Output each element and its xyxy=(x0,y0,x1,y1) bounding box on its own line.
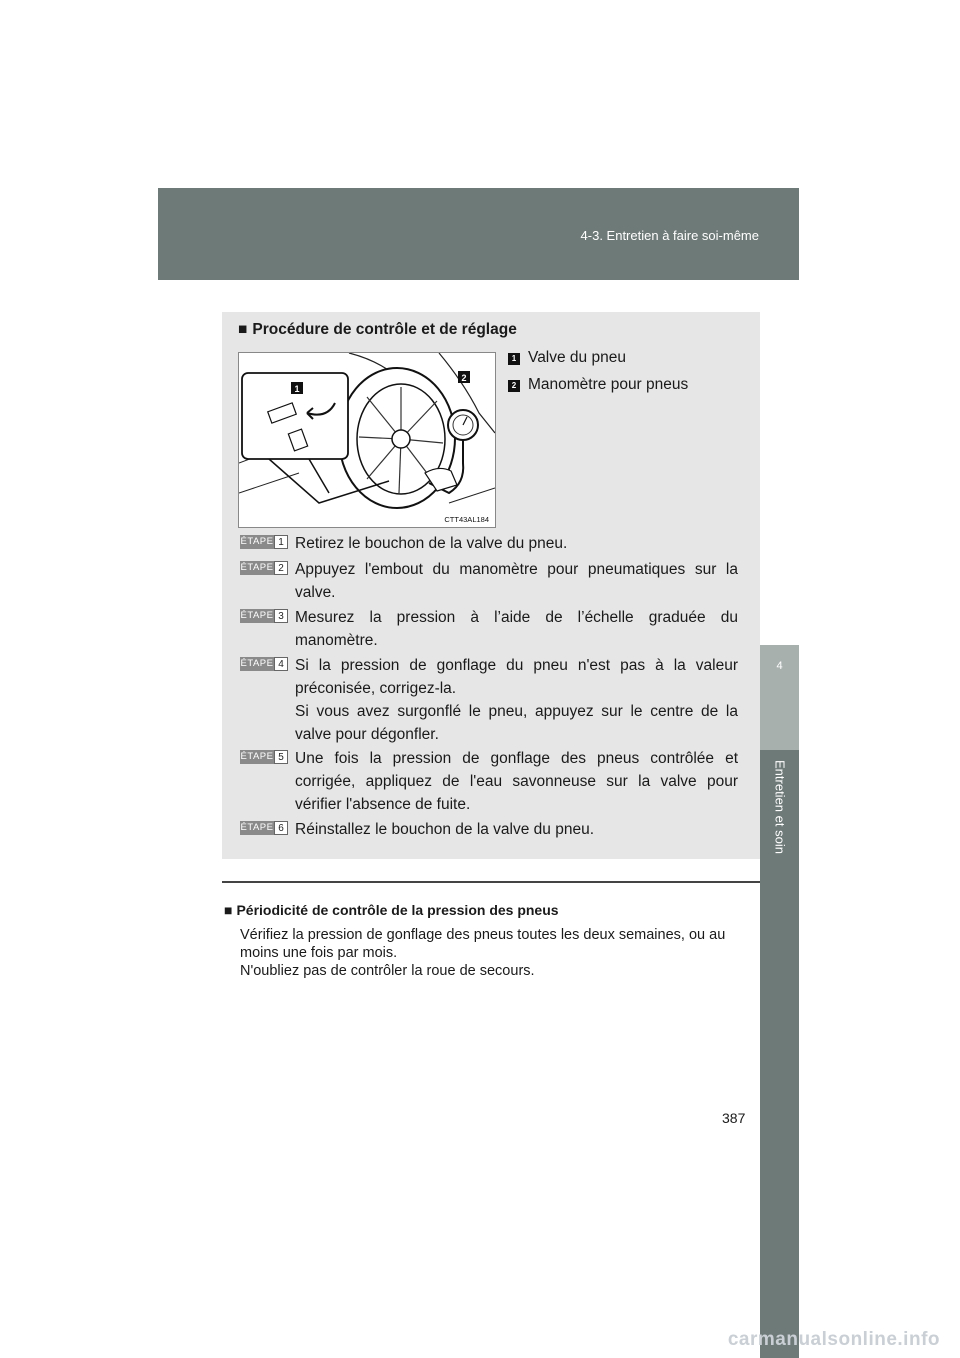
step-badge: ÉTAPE 4 xyxy=(240,657,290,671)
figure-code: CTT43AL184 xyxy=(444,515,489,524)
number-badge-icon: 1 xyxy=(508,353,520,365)
legend-label: Manomètre pour pneus xyxy=(528,376,689,393)
step-5 xyxy=(240,747,738,816)
step-text: Une fois la pression de gonflage des pneus contrôlée et corrigée, appliquez de l'eau savonneuse sur la valve pour vérifier l'absence de fuite. xyxy=(295,750,738,813)
step-badge: ÉTAPE 2 xyxy=(240,561,290,575)
note-title xyxy=(224,902,559,918)
callout-2: 2 xyxy=(461,373,467,383)
step-text: Mesurez la pression à l’aide de l’échelle graduée du manomètre. xyxy=(295,609,738,649)
step-badge: ÉTAPE 5 xyxy=(240,750,290,764)
note-body xyxy=(240,926,760,980)
step-2 xyxy=(240,558,738,604)
legend-item-gauge xyxy=(508,376,688,394)
section-title: 4-3. Entretien à faire soi-même xyxy=(580,228,759,243)
step-text: Réinstallez le bouchon de la valve du pneu. xyxy=(295,821,595,838)
chapter-label-text: Entretien et soin xyxy=(772,760,787,854)
number-badge-icon: 2 xyxy=(508,380,520,392)
step-6 xyxy=(240,818,738,841)
note-line: N'oubliez pas de contrôler la roue de secours. xyxy=(240,963,535,979)
procedure-title xyxy=(238,321,517,339)
step-4 xyxy=(240,654,738,746)
legend-item-valve xyxy=(508,349,626,367)
step-badge: ÉTAPE 6 xyxy=(240,821,290,835)
square-bullet-icon: ■ xyxy=(238,321,248,338)
tire-valve-illustration xyxy=(238,352,496,528)
legend-label: Valve du pneu xyxy=(528,349,626,366)
step-badge: ÉTAPE 1 xyxy=(240,535,290,549)
procedure-title-text: Procédure de contrôle et de réglage xyxy=(252,321,517,338)
section-divider xyxy=(222,881,760,883)
step-badge: ÉTAPE 3 xyxy=(240,609,290,623)
step-text: Appuyez l'embout du manomètre pour pneumatiques sur la valve. xyxy=(295,561,738,601)
illustration-svg xyxy=(239,353,495,527)
step-1 xyxy=(240,532,738,555)
step-3 xyxy=(240,606,738,652)
note-title-text: Périodicité de contrôle de la pression des pneus xyxy=(236,902,559,918)
square-bullet-icon: ■ xyxy=(224,902,233,918)
note-line: Vérifiez la pression de gonflage des pneus toutes les deux semaines, ou au moins une fois par mois. xyxy=(240,927,726,961)
step-text-sub: Si vous avez surgonflé le pneu, appuyez sur le centre de la valve pour dégonfler. xyxy=(295,703,738,743)
chapter-number: 4 xyxy=(760,645,799,750)
step-text: Retirez le bouchon de la valve du pneu. xyxy=(295,535,568,552)
site-watermark: carmanualsonline.info xyxy=(727,1329,940,1350)
section-header xyxy=(158,188,799,280)
chapter-label xyxy=(760,760,799,910)
chapter-side-tab xyxy=(760,645,799,1358)
page-number: 387 xyxy=(722,1110,746,1126)
callout-1: 1 xyxy=(294,384,300,394)
step-text: Si la pression de gonflage du pneu n'est pas à la valeur préconisée, corrigez-la. xyxy=(295,657,738,697)
